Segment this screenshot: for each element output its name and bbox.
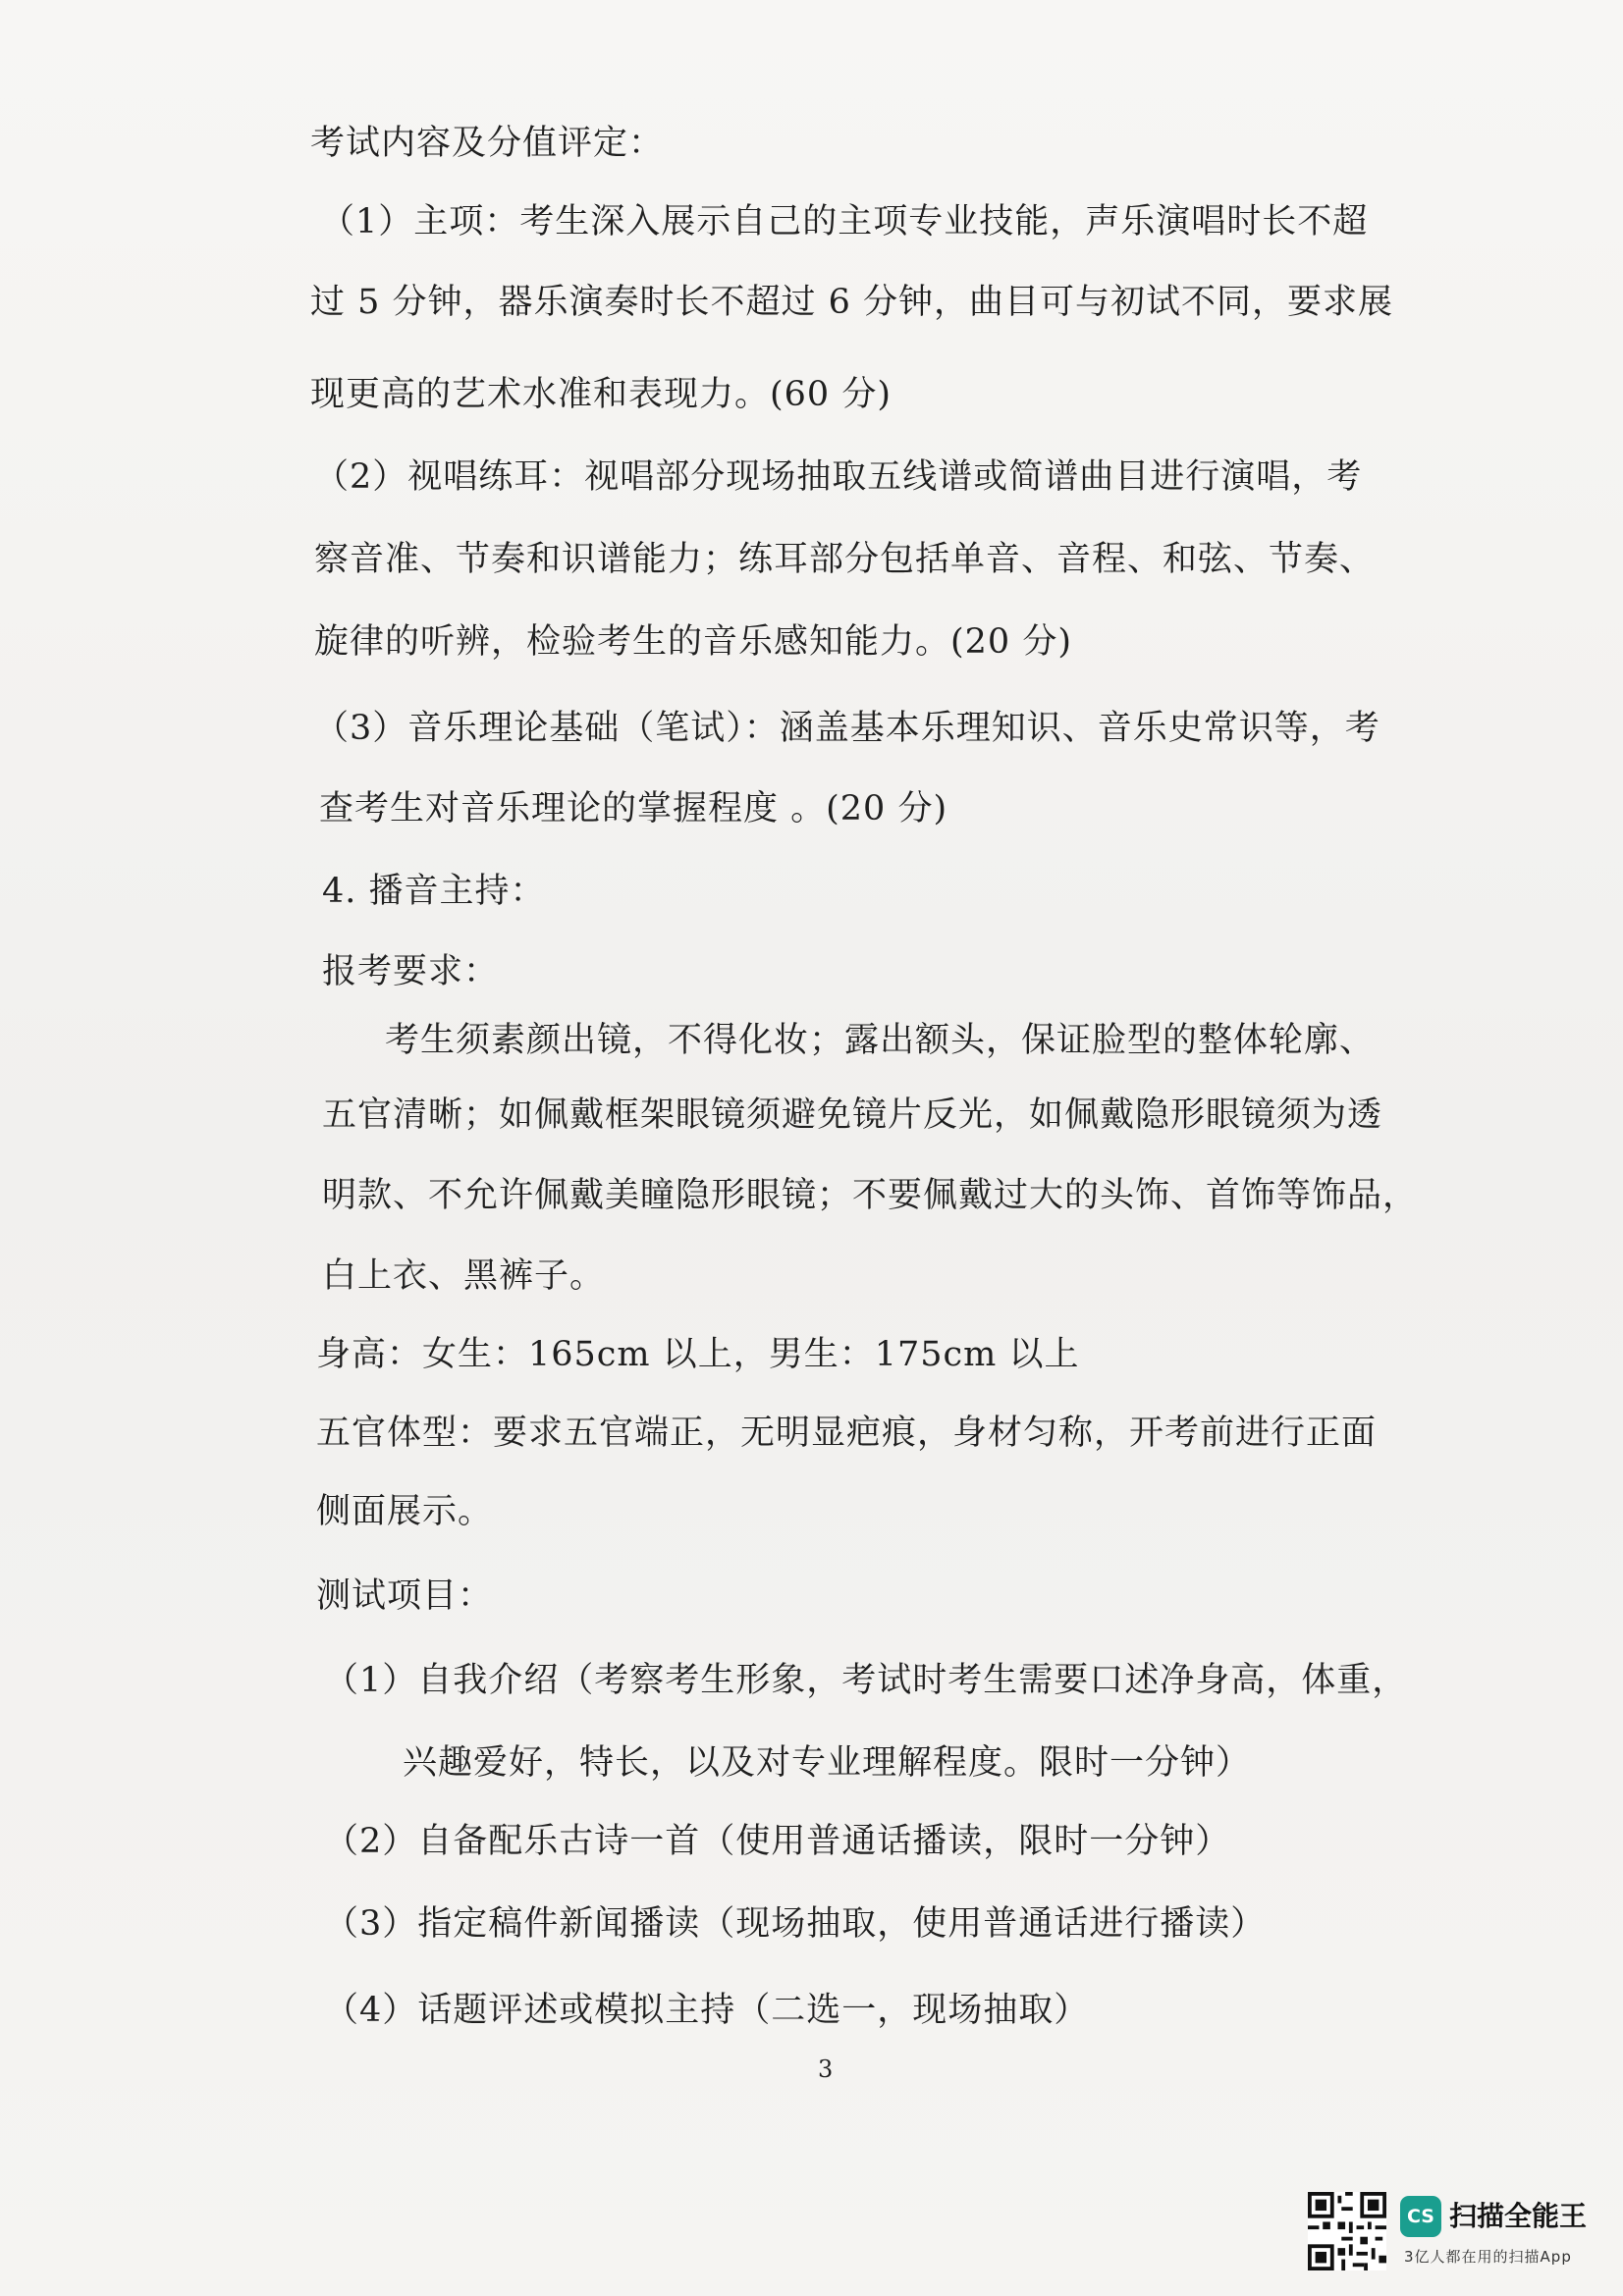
subheading-test-items: 测试项目： xyxy=(316,1576,494,1616)
paragraph-line: （3）音乐理论基础（笔试）：涵盖基本乐理知识、音乐史常识等，考 xyxy=(314,709,1380,748)
list-item: （4）话题评述或模拟主持（二选一，现场抽取） xyxy=(324,1991,1090,2030)
paragraph-line: 考生须素颜出镜，不得化妆；露出额头，保证脸型的整体轮廓、 xyxy=(385,1021,1376,1060)
paragraph-line: （1）主项：考生深入展示自己的主项专业技能，声乐演唱时长不超 xyxy=(320,202,1369,241)
section-heading-exam-content: 考试内容及分值评定： xyxy=(310,124,665,163)
paragraph-line: 查考生对音乐理论的掌握程度 。(20 分) xyxy=(319,789,948,828)
list-item: （2）自备配乐古诗一首（使用普通话播读，限时一分钟） xyxy=(324,1822,1231,1861)
cs-logo-icon: CS xyxy=(1400,2196,1441,2237)
paragraph-line: 现更高的艺术水准和表现力。(60 分) xyxy=(310,375,892,414)
paragraph-line: 旋律的听辨，检验考生的音乐感知能力。(20 分) xyxy=(314,622,1072,662)
list-item: （1）自我介绍（考察考生形象，考试时考生需要口述净身高，体重， xyxy=(324,1661,1408,1700)
paragraph-line: 五官体型：要求五官端正，无明显疤痕，身材匀称，开考前进行正面 xyxy=(316,1414,1378,1453)
paragraph-line: 明款、不允许佩戴美瞳隐形眼镜；不要佩戴过大的头饰、首饰等饰品， xyxy=(322,1176,1419,1215)
qr-code-icon xyxy=(1308,2192,1386,2270)
height-requirement: 身高：女生：165cm 以上，男生：175cm 以上 xyxy=(316,1335,1080,1374)
list-item-continuation: 兴趣爱好，特长，以及对专业理解程度。限时一分钟） xyxy=(403,1743,1252,1783)
scanner-watermark xyxy=(1308,2192,1602,2280)
paragraph-line: 侧面展示。 xyxy=(316,1492,494,1531)
section-heading-broadcasting: 4. 播音主持： xyxy=(322,872,546,911)
paragraph-line: 过 5 分钟，器乐演奏时长不超过 6 分钟，曲目可与初试不同，要求展 xyxy=(310,283,1394,322)
list-item: （3）指定稿件新闻播读（现场抽取，使用普通话进行播读） xyxy=(324,1904,1267,1944)
app-name: 扫描全能王 xyxy=(1449,2200,1588,2232)
paragraph-line: 白上衣、黑裤子。 xyxy=(322,1256,606,1296)
page-number: 3 xyxy=(818,2056,834,2083)
paragraph-line: 五官清晰；如佩戴框架眼镜须避免镜片反光，如佩戴隐形眼镜须为透 xyxy=(322,1095,1383,1135)
paragraph-line: （2）视唱练耳：视唱部分现场抽取五线谱或简谱曲目进行演唱，考 xyxy=(314,457,1363,497)
app-tagline: 3亿人都在用的扫描App xyxy=(1404,2248,1572,2266)
paragraph-line: 察音准、节奏和识谱能力；练耳部分包括单音、音程、和弦、节奏、 xyxy=(314,540,1376,579)
subheading-requirements: 报考要求： xyxy=(322,952,500,991)
